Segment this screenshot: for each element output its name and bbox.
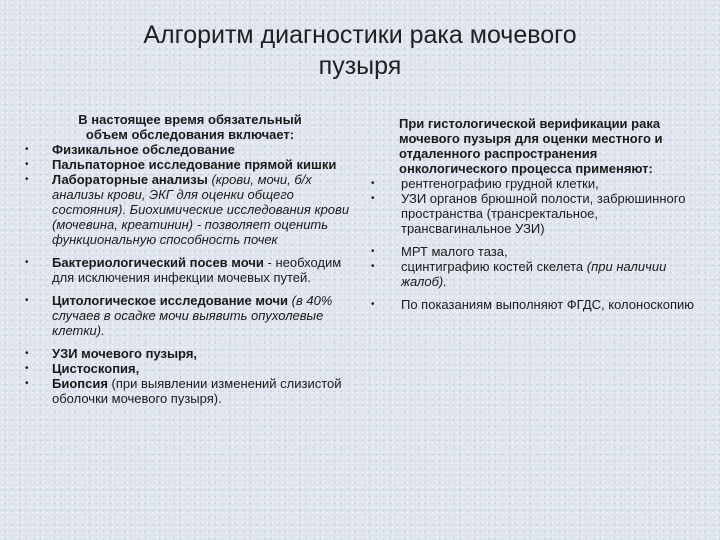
slide-title-line1: Алгоритм диагностики рака мочевого <box>143 21 577 49</box>
bullet-icon: • <box>25 348 29 359</box>
list-item <box>22 157 352 172</box>
list-item <box>22 255 352 285</box>
item-title: Цистоскопия, <box>52 361 140 376</box>
list-item <box>22 346 352 361</box>
item-text: МРТ малого таза, <box>401 244 508 259</box>
slide-title-line2: пузыря <box>318 52 402 80</box>
list-item <box>22 142 352 157</box>
item-note: (при наличии жалоб). <box>401 259 667 289</box>
left-intro-line1: В настоящее время обязательный <box>78 112 302 127</box>
right-list <box>368 176 698 312</box>
list-item <box>22 376 352 406</box>
list-item <box>22 172 352 247</box>
item-title: Биопсия <box>52 376 108 391</box>
list-item <box>22 361 352 376</box>
item-note: (при выявлении изменений слизистой оболочки мочевого пузыря). <box>52 376 342 406</box>
bullet-icon: • <box>25 159 29 170</box>
bullet-icon: • <box>371 299 375 310</box>
item-title: Пальпаторное исследование прямой кишки <box>52 157 337 172</box>
bullet-icon: • <box>25 363 29 374</box>
list-item <box>22 293 352 338</box>
left-intro-line2: объем обследования включает: <box>85 127 295 142</box>
bullet-icon: • <box>25 144 29 155</box>
list-item <box>368 259 698 289</box>
bullet-icon: • <box>371 193 375 204</box>
right-column <box>368 116 698 312</box>
bullet-icon: • <box>25 174 29 185</box>
slide-title <box>60 20 660 82</box>
bullet-icon: • <box>371 261 375 272</box>
item-text: сцинтиграфию костей скелета <box>401 259 584 274</box>
item-note: - необходим для исключения инфекции мочевых путей. <box>52 255 342 285</box>
item-title: Бактериологический посев мочи <box>52 255 264 270</box>
list-item <box>368 191 698 236</box>
bullet-icon: • <box>371 246 375 257</box>
left-intro <box>22 112 340 142</box>
item-text: УЗИ органов брюшной полости, забрюшинного пространства (трансректальное, трансвагинальное УЗИ) <box>401 191 686 236</box>
bullet-icon: • <box>25 378 29 389</box>
bullet-icon: • <box>25 295 29 306</box>
item-note: (в 40% случаев в осадке мочи выявить опухолевые клетки). <box>52 293 333 338</box>
list-item <box>368 176 698 191</box>
item-note: (крови, мочи, б/х анализы крови, ЭКГ для оценки общего состояния). Биохимические исследования крови (мочевина, креатинин) - позволяет оценить функциональную способность почек <box>52 172 350 247</box>
left-column <box>22 112 352 406</box>
right-intro: При гистологической верификации рака мочевого пузыря для оценки местного и отдаленного распространения онкологического процесса применяют: <box>399 116 663 176</box>
list-item <box>368 244 698 259</box>
item-title: Лабораторные анализы <box>52 172 208 187</box>
list-item <box>368 297 698 312</box>
left-list <box>22 142 352 406</box>
item-text: рентгенографию грудной клетки, <box>401 176 599 191</box>
item-text: По показаниям выполняют ФГДС, колоноскопию <box>401 297 695 312</box>
bullet-icon: • <box>371 178 375 189</box>
bullet-icon: • <box>25 257 29 268</box>
item-title: УЗИ мочевого пузыря, <box>52 346 198 361</box>
item-title: Цитологическое исследование мочи <box>52 293 288 308</box>
item-title: Физикальное обследование <box>52 142 235 157</box>
